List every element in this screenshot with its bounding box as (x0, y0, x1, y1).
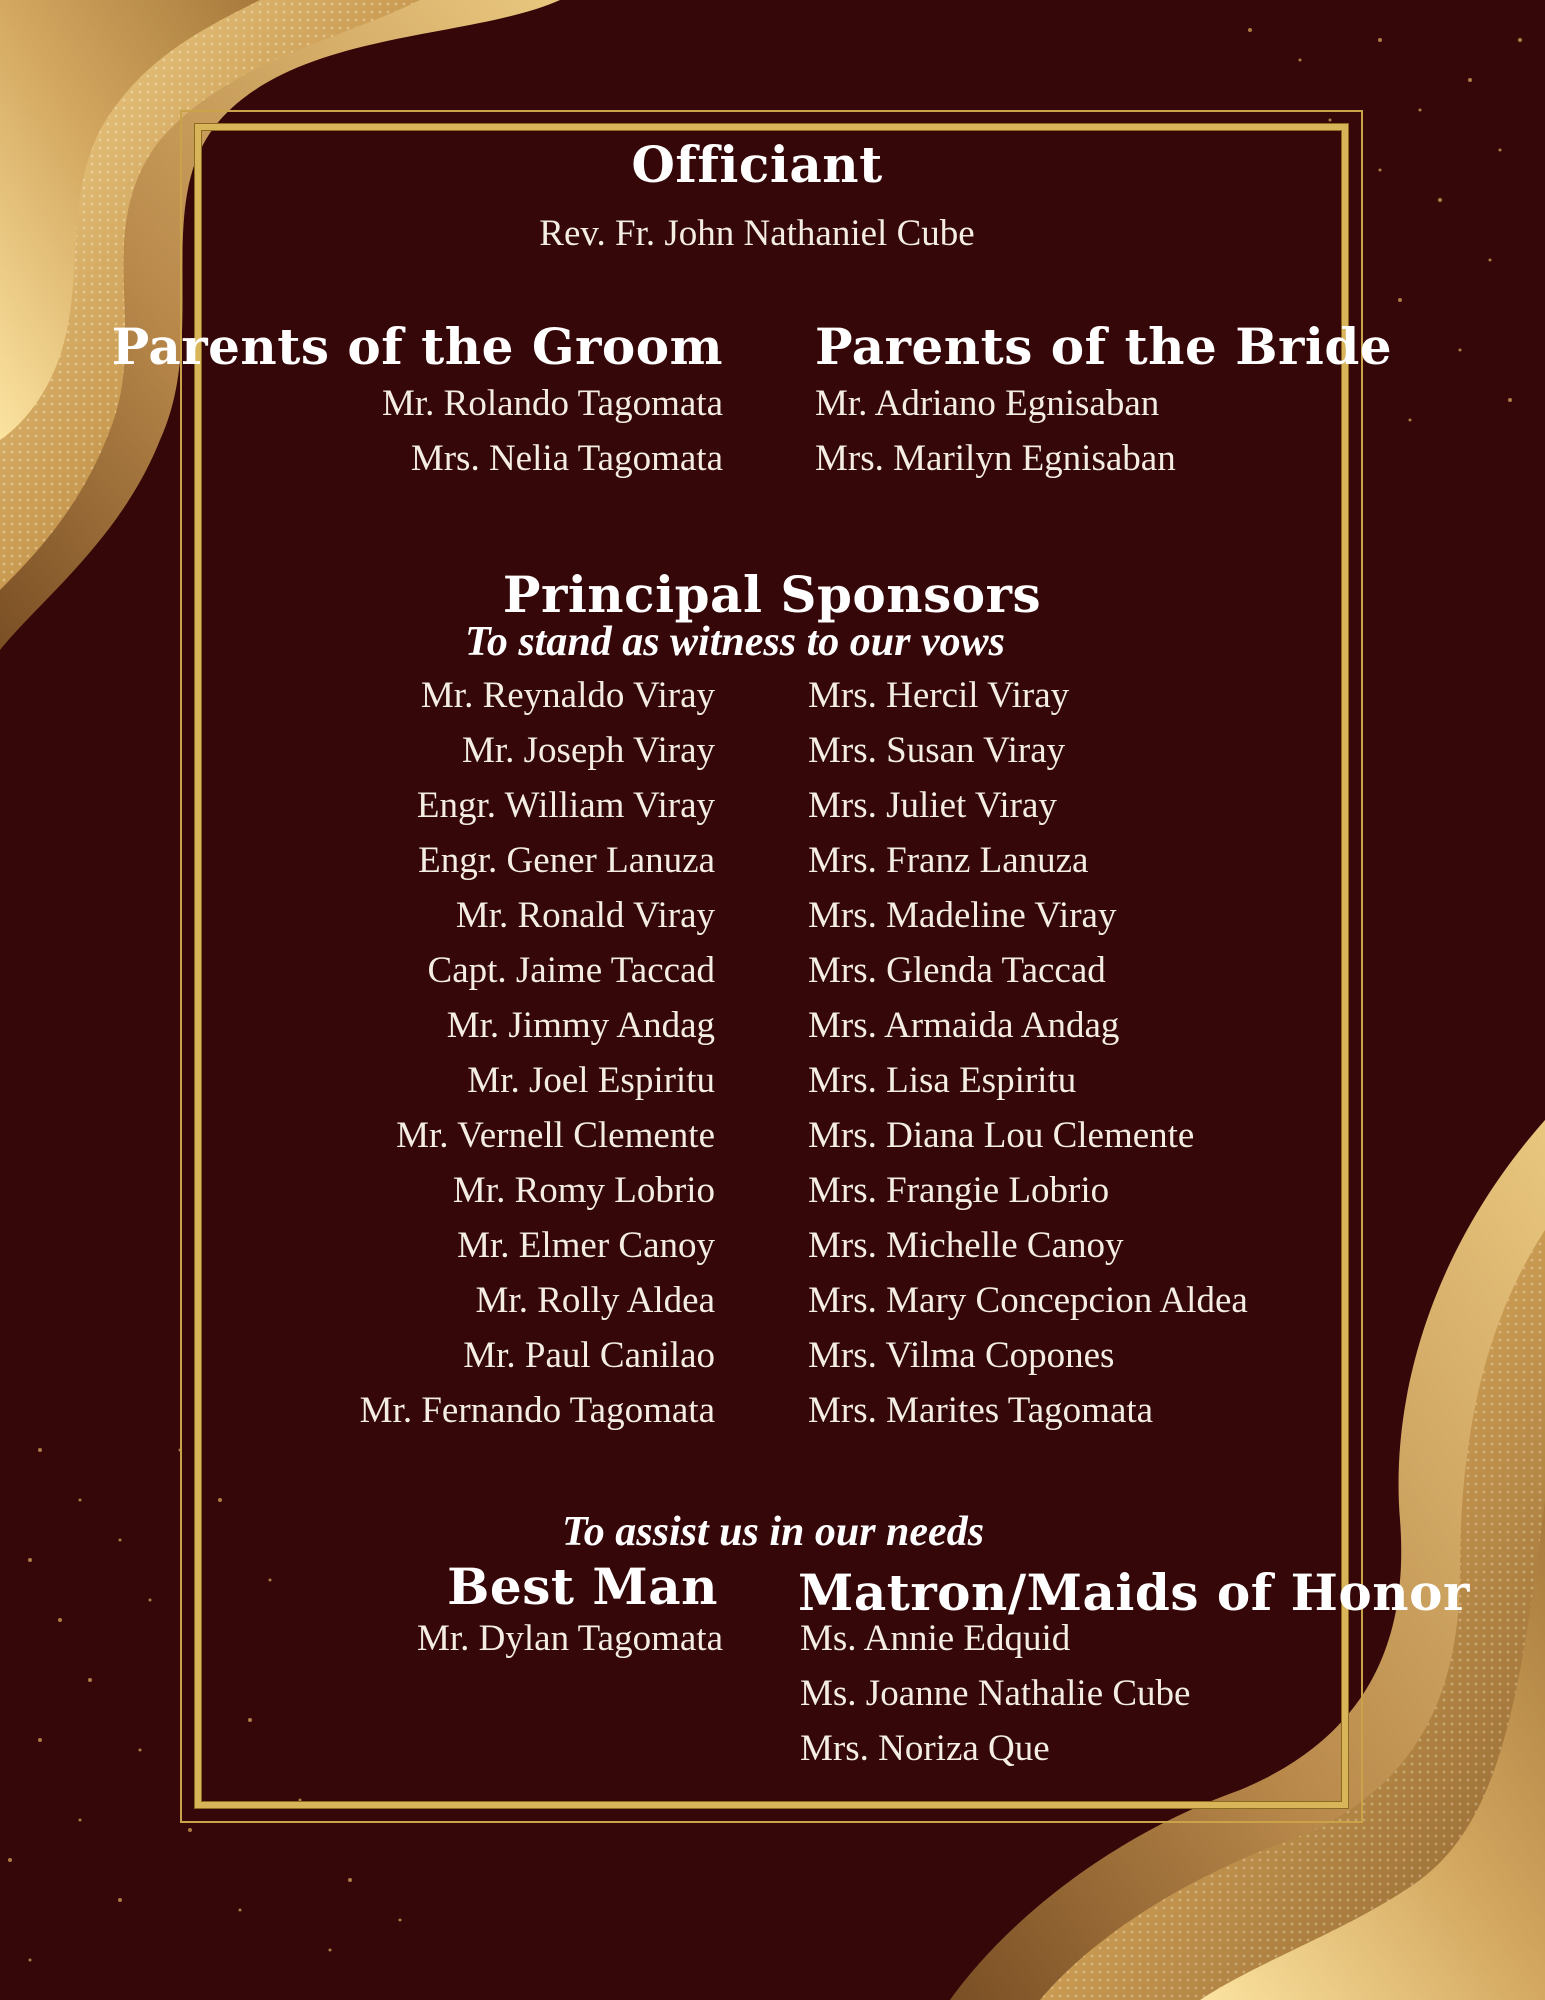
parents-bride-name: Mrs. Marilyn Egnisaban (815, 438, 1176, 479)
sponsor-woman-name: Mrs. Michelle Canoy (808, 1225, 1124, 1266)
sponsor-woman-name: Mrs. Vilma Copones (808, 1335, 1115, 1376)
sponsor-man-name: Engr. William Viray (416, 785, 715, 826)
sponsor-woman-name: Mrs. Frangie Lobrio (808, 1170, 1110, 1211)
parents-groom-name: Mr. Rolando Tagomata (382, 383, 723, 424)
sponsor-man-name: Mr. Joel Espiritu (467, 1060, 715, 1101)
sponsor-woman-name: Mrs. Madeline Viray (808, 895, 1117, 936)
parents-groom-heading: Parents of the Groom (111, 317, 723, 376)
sponsor-man-name: Engr. Gener Lanuza (418, 840, 715, 881)
principal-sponsors-heading: Principal Sponsors (502, 565, 1042, 624)
best-man-heading: Best Man (447, 1557, 718, 1616)
maids-heading: Matron/Maids of Honor (798, 1563, 1470, 1622)
sponsor-woman-name: Mrs. Franz Lanuza (808, 840, 1089, 881)
officiant-heading: Officiant (631, 135, 883, 194)
secondary-sponsors-subheading: To assist us in our needs (561, 1509, 985, 1555)
sponsor-man-name: Mr. Fernando Tagomata (359, 1390, 715, 1431)
maid-name: Ms. Joanne Nathalie Cube (800, 1673, 1191, 1714)
maid-name: Ms. Annie Edquid (800, 1618, 1071, 1659)
sponsor-man-name: Mr. Rolly Aldea (475, 1280, 715, 1321)
sponsor-woman-name: Mrs. Mary Concepcion Aldea (808, 1280, 1248, 1321)
sponsor-man-name: Mr. Joseph Viray (461, 730, 715, 771)
sponsor-man-name: Mr. Romy Lobrio (452, 1170, 715, 1211)
sponsor-man-name: Mr. Reynaldo Viray (420, 675, 715, 716)
sponsor-woman-name: Mrs. Diana Lou Clemente (808, 1115, 1195, 1156)
sponsor-man-name: Mr. Elmer Canoy (457, 1225, 715, 1266)
parents-bride-name: Mr. Adriano Egnisaban (815, 383, 1160, 424)
sponsor-woman-name: Mrs. Armaida Andag (808, 1005, 1120, 1046)
sponsor-man-name: Mr. Paul Canilao (463, 1335, 715, 1376)
sponsor-woman-name: Mrs. Glenda Taccad (808, 950, 1106, 991)
sponsor-man-name: Mr. Jimmy Andag (446, 1005, 715, 1046)
sponsor-woman-name: Mrs. Susan Viray (808, 730, 1066, 771)
sponsor-woman-name: Mrs. Juliet Viray (808, 785, 1057, 826)
parents-groom-name: Mrs. Nelia Tagomata (410, 438, 723, 479)
officiant-name: Rev. Fr. John Nathaniel Cube (539, 213, 975, 254)
parents-bride-heading: Parents of the Bride (815, 317, 1393, 376)
sponsor-woman-name: Mrs. Marites Tagomata (808, 1390, 1154, 1431)
sponsor-woman-name: Mrs. Lisa Espiritu (808, 1060, 1077, 1101)
sponsor-man-name: Mr. Vernell Clemente (396, 1115, 715, 1156)
best-man-name: Mr. Dylan Tagomata (416, 1618, 723, 1659)
sponsor-man-name: Capt. Jaime Taccad (427, 950, 715, 991)
maid-name: Mrs. Noriza Que (800, 1728, 1050, 1769)
sponsor-woman-name: Mrs. Hercil Viray (808, 675, 1070, 716)
sponsor-man-name: Mr. Ronald Viray (455, 895, 715, 936)
principal-sponsors-subheading: To stand as witness to our vows (465, 619, 1005, 665)
